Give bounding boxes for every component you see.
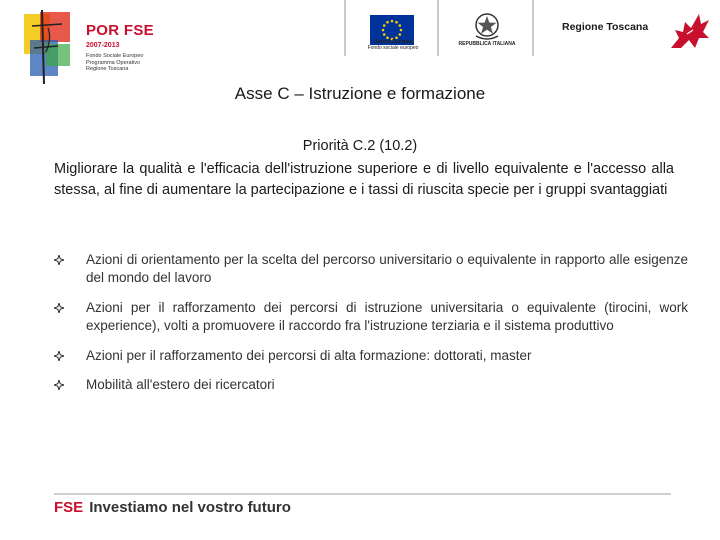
eu-star-icon (382, 29, 385, 32)
eu-star-icon (398, 24, 401, 27)
action-text: Azioni di orientamento per la scelta del percorso universitario o equivalente in rapporto alle esigenze del mondo del lavoro (86, 252, 688, 285)
por-fse-subtitle-line: Regione Toscana (86, 66, 129, 72)
eu-caption (363, 40, 423, 51)
action-text: Azioni per il rafforzamento dei percorsi di alta formazione: dottorati, master (86, 348, 532, 363)
por-fse-logo (22, 8, 162, 86)
footer-divider (54, 493, 671, 495)
diamond-star-icon (54, 255, 64, 265)
por-fse-subtitle-line: Programma Operativo (86, 59, 141, 66)
eu-star-icon (383, 24, 386, 27)
eu-star-icon (386, 21, 389, 24)
eu-star-icon (383, 33, 386, 36)
italian-republic-caption: REPUBBLICA ITALIANA (458, 41, 516, 47)
footer-slogan: Investiamo nel vostro futuro (89, 499, 291, 516)
priority-title: Priorità C.2 (10.2) (302, 138, 418, 154)
eu-star-icon (398, 33, 401, 36)
italian-republic-emblem-icon (472, 10, 502, 42)
diamond-star-icon (54, 303, 64, 313)
eu-star-icon (391, 20, 394, 23)
eu-caption-line: Unione Europea (373, 39, 413, 45)
footer-brand: FSE (54, 499, 84, 516)
diamond-star-icon (54, 351, 64, 361)
por-fse-title: POR FSE (86, 22, 154, 39)
diamond-star-icon (54, 380, 64, 390)
list-item (54, 376, 688, 394)
list-item (54, 347, 688, 365)
eu-caption-line: Fondo sociale europeo (367, 44, 419, 51)
header-divider (344, 0, 346, 56)
action-text: Mobilità all'estero dei ricercatori (86, 377, 275, 392)
regione-toscana-pegasus-icon (665, 8, 713, 56)
footer (54, 499, 291, 516)
header-divider (437, 0, 439, 56)
regione-toscana-name: Regione Toscana (562, 21, 649, 33)
por-fse-subtitle (86, 53, 166, 73)
por-fse-emblem-icon (22, 8, 82, 86)
header-divider (532, 0, 534, 56)
action-text: Azioni per il rafforzamento dei percorsi di istruzione universitaria o equivalente (tirocini, work experience), volti a promuovere il raccordo fra l'istruzione terziaria e il sistema produttivo (86, 300, 688, 333)
list-item (54, 299, 688, 335)
eu-star-icon (395, 21, 398, 24)
section-title: Asse C – Istruzione e formazione (234, 84, 486, 103)
por-fse-years: 2007-2013 (86, 42, 120, 49)
list-item (54, 251, 688, 287)
eu-star-icon (400, 29, 403, 32)
actions-list (54, 251, 688, 394)
priority-description: Migliorare la qualità e l'efficacia dell'istruzione superiore e di livello equivalente e l'accesso alla stessa, al fine di aumentare la partecipazione e i tassi di riuscita specie per i gruppi svantaggiati (54, 161, 674, 198)
por-fse-subtitle-line: Fondo Sociale Europeo (86, 53, 144, 59)
